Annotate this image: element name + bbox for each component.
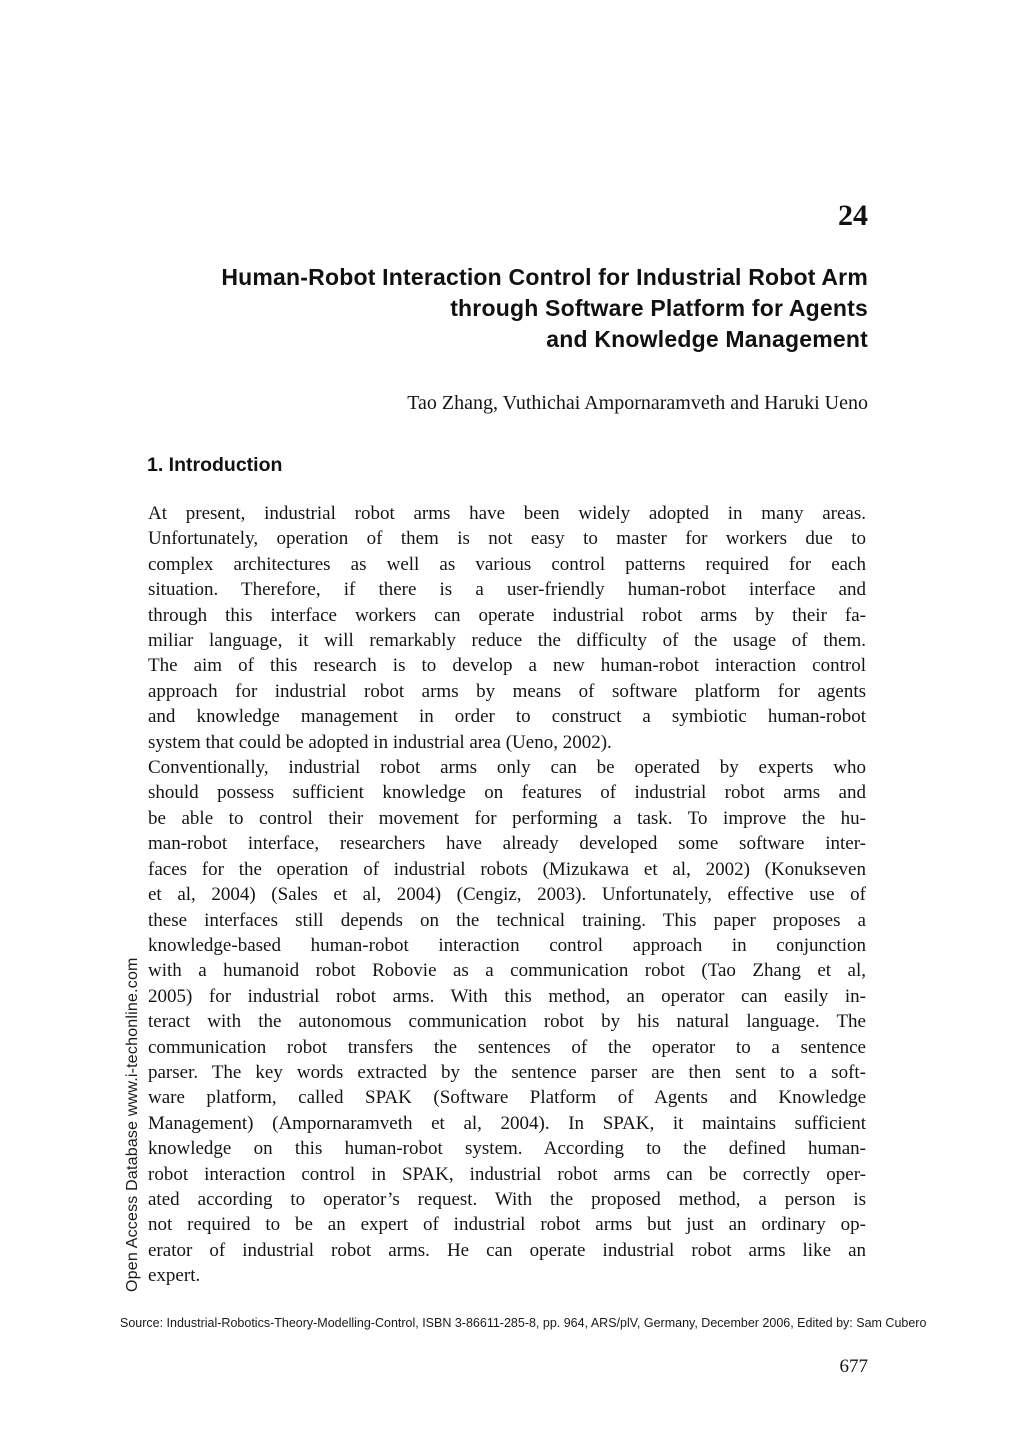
page-number: 677	[839, 1356, 868, 1377]
body-text-line: erator of industrial robot arms. He can operate industrial robot arms like an	[148, 1239, 866, 1261]
body-text-line: complex architectures as well as various control patterns required for each	[148, 553, 866, 575]
body-text-line: faces for the operation of industrial robots (Mizukawa et al, 2002) (Konukseven	[148, 858, 866, 880]
body-text-line: situation. Therefore, if there is a user-friendly human-robot interface and	[148, 579, 866, 601]
open-access-watermark: Open Access Database www.i-techonline.com	[124, 957, 141, 1292]
body-text-line: with a humanoid robot Robovie as a communication robot (Tao Zhang et al,	[148, 960, 866, 982]
body-text-line: communication robot transfers the sentences of the operator to a sentence	[148, 1036, 866, 1058]
body-text-line: and knowledge management in order to construct a symbiotic human-robot	[148, 706, 866, 728]
body-text-line: should possess sufficient knowledge on features of industrial robot arms and	[148, 782, 866, 804]
body-text-line: Management) (Ampornaramveth et al, 2004). In SPAK, it maintains sufficient	[148, 1112, 866, 1134]
body-text-line: these interfaces still depends on the technical training. This paper proposes a	[148, 909, 866, 931]
body-text-line: The aim of this research is to develop a new human-robot interaction control	[148, 655, 866, 677]
body-text-line: Unfortunately, operation of them is not easy to master for workers due to	[148, 528, 866, 550]
body-text-line: ware platform, called SPAK (Software Platform of Agents and Knowledge	[148, 1087, 866, 1109]
body-text-line: parser. The key words extracted by the sentence parser are then sent to a soft-	[148, 1061, 866, 1083]
chapter-title-line-1: Human-Robot Interaction Control for Industrial Robot Arm	[221, 264, 868, 290]
body-text-line: be able to control their movement for performing a task. To improve the hu-	[148, 807, 866, 829]
body-text-line: Conventionally, industrial robot arms only can be operated by experts who	[148, 757, 866, 779]
body-text-line: At present, industrial robot arms have been widely adopted in many areas.	[148, 503, 866, 524]
body-text-line: knowledge on this human-robot system. According to the defined human-	[148, 1138, 866, 1160]
body-text-line: miliar language, it will remarkably reduce the difficulty of the usage of them.	[148, 630, 866, 652]
source-citation-line: Source: Industrial-Robotics-Theory-Modelling-Control, ISBN 3-86611-285-8, pp. 964, ARS/plV, Germany, December 2006, Edited by: Sam Cubero	[120, 1316, 927, 1330]
section-heading-introduction: 1. Introduction	[147, 454, 283, 476]
body-text-line: approach for industrial robot arms by means of software platform for agents	[148, 680, 866, 702]
chapter-title-line-3: and Knowledge Management	[546, 326, 868, 352]
body-text-line: robot interaction control in SPAK, industrial robot arms can be correctly oper-	[148, 1163, 866, 1185]
body-text-line: man-robot interface, researchers have already developed some software inter-	[148, 833, 866, 855]
authors-line: Tao Zhang, Vuthichai Ampornaramveth and Haruki Ueno	[407, 392, 868, 414]
chapter-title-line-2: through Software Platform for Agents	[450, 295, 868, 321]
body-text-line: knowledge-based human-robot interaction control approach in conjunction	[148, 934, 866, 956]
body-text-line: ated according to operator’s request. With the proposed method, a person is	[148, 1188, 866, 1210]
chapter-number: 24	[838, 199, 868, 232]
body-text-line: system that could be adopted in industrial area (Ueno, 2002).	[148, 731, 612, 753]
body-text-line: through this interface workers can operate industrial robot arms by their fa-	[148, 604, 866, 626]
body-text-line: teract with the autonomous communication robot by his natural language. The	[148, 1011, 866, 1033]
body-text-line: et al, 2004) (Sales et al, 2004) (Cengiz, 2003). Unfortunately, effective use of	[148, 884, 866, 906]
body-text-line: not required to be an expert of industrial robot arms but just an ordinary op-	[148, 1214, 866, 1236]
body-text	[148, 501, 866, 1289]
body-text-line: expert.	[148, 1265, 201, 1287]
body-text-line: 2005) for industrial robot arms. With this method, an operator can easily in-	[148, 985, 866, 1007]
chapter-title	[128, 262, 868, 355]
